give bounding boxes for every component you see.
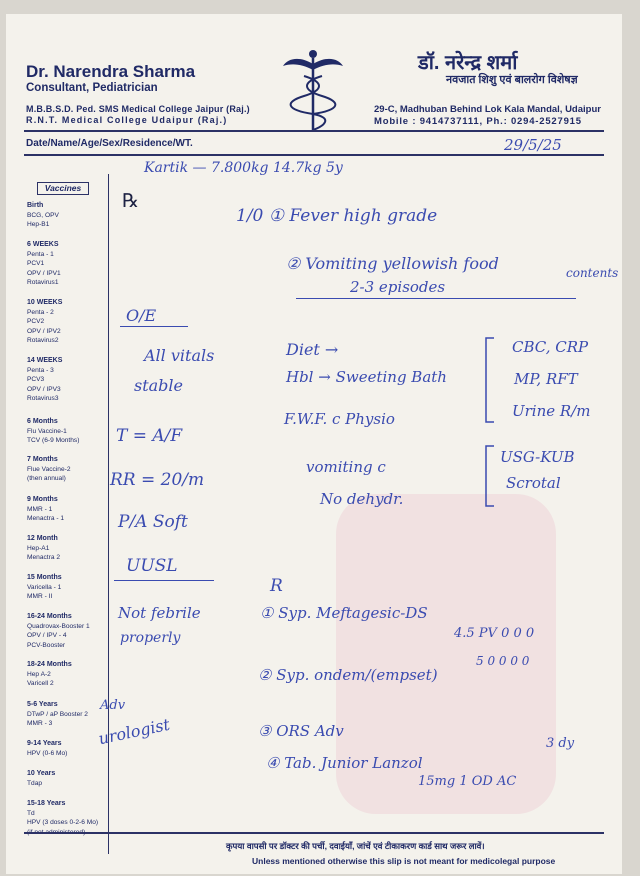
uwsl: UUSL — [126, 556, 178, 576]
vaccine-group: 16-24 Months Quadrovax-Booster 1 OPV / IPV - 4 PCV-Booster — [27, 613, 90, 649]
footer-note: Unless mentioned otherwise this slip is not meant for medicolegal purpose — [252, 856, 556, 866]
vaccine-group: 12 Month Hep-A1 Menactra 2 — [27, 535, 60, 561]
caduceus-icon — [282, 48, 344, 134]
oe-stable: stable — [134, 376, 184, 395]
vaccine-group: 15-18 Years Td HPV (3 doses 0-2-6 Mo) — [27, 800, 99, 826]
test-mp: MP, RFT — [514, 370, 578, 388]
test-usg: USG-KUB — [500, 448, 575, 466]
rx-symbol: ℞ — [122, 190, 140, 212]
oe-vitals: All vitals — [144, 346, 215, 365]
vaccine-group: Birth BCG, OPV Hep-B1 — [27, 202, 59, 228]
hand-underline — [114, 580, 214, 581]
medicine-4: ④ Tab. Junior Lanzol — [266, 754, 423, 772]
doctor-name: Dr. Narendra Sharma — [26, 62, 196, 81]
vaccine-group: 14 WEEKS Penta - 3 PCV3 OPV / IPV3 Rotavirus3 — [27, 357, 63, 402]
complaint-vomiting: ② Vomiting yellowish food — [286, 254, 499, 273]
hand-underline — [120, 326, 188, 327]
medicine-4-dose: 15mg 1 OD AC — [418, 774, 517, 789]
vaccine-group: 10 WEEKS Penta - 2 PCV2 OPV / IPV2 Rotavirus2 — [27, 299, 63, 344]
visit-date: 29/5/25 — [504, 136, 562, 154]
vaccine-group: 10 Years Tdap — [27, 770, 56, 787]
doctor-role: Consultant, Pediatrician — [26, 82, 158, 94]
respiratory-rate: RR = 20/m — [110, 470, 205, 490]
vaccine-group: 18-24 Months Hep A-2 Varicell 2 — [27, 661, 72, 687]
per-abdomen: P/A Soft — [118, 512, 188, 532]
vaccine-group: 9 Months MMR - 1 Menactra - 1 — [27, 496, 65, 522]
bracket-mark — [484, 336, 496, 508]
footer-divider — [24, 832, 604, 834]
advice-dehydration: No dehydr. — [320, 490, 404, 508]
complaint-fever: 1/0 ① Fever high grade — [236, 206, 438, 226]
clinic-address: 29-C, Madhuban Behind Lok Kala Mandal, Udaipur — [374, 104, 601, 115]
vaccine-group: 15 Months Varicella - 1 MMR - II — [27, 574, 62, 600]
not-febrile: Not febrile — [118, 604, 201, 622]
vaccine-group: 6 WEEKS Penta - 1 PCV1 OPV / IPV1 Rotavirus1 — [27, 241, 61, 286]
vaccine-group: 6 Months Flu Vaccine-1 TCV (6-9 Months) — [27, 418, 80, 444]
doctor-name-hindi: डॉ. नरेन्द्र शर्मा — [418, 52, 518, 74]
test-urine: Urine R/m — [512, 402, 591, 420]
vaccine-group: 5-6 Years DTwP / aP Booster 2 MMR - 3 — [27, 701, 88, 727]
complaint-episodes: 2-3 episodes — [350, 278, 446, 296]
temperature: T = A/F — [116, 426, 183, 446]
complaint-contents: contents — [566, 266, 619, 280]
advice-bath: Hbl → Sweeting Bath — [286, 368, 447, 386]
medicine-1: ① Syp. Meftagesic-DS — [260, 604, 428, 622]
degree-line-2: R.N.T. Medical College Udaipur (Raj.) — [26, 115, 228, 125]
patient-line: Kartik — 7.800kg 14.7kg 5y — [144, 160, 343, 176]
medicine-3: ③ ORS Adv — [258, 722, 344, 740]
degree-line-1: M.B.B.S.D. Ped. SMS Medical College Jaipur (Raj.) — [26, 104, 250, 114]
details-divider — [24, 154, 604, 156]
refer-urologist: urologist — [96, 714, 172, 749]
rx-mark: R — [270, 576, 283, 596]
not-febrile-2: properly — [120, 630, 181, 646]
medicine-2: ② Syp. ondem/(empset) — [258, 666, 438, 684]
doctor-role-hindi: नवजात शिशु एवं बालरोग विशेषज्ञ — [446, 74, 578, 86]
vaccine-group: 7 Months Flue Vaccine-2 (then annual) — [27, 456, 71, 482]
vaccine-group: 9-14 Years HPV (0-6 Mo) — [27, 740, 68, 757]
header-divider — [24, 130, 604, 132]
footer-hindi-note: कृपया वापसी पर डॉक्टर की पर्ची, दवाईयाँ, जांचें एवं टीकाकरण कार्ड साथ जरूर लावें। — [226, 841, 485, 851]
medicine-2-dose: 5 0 0 0 0 — [476, 654, 530, 668]
refer-advice: Adv — [100, 698, 126, 713]
contact-numbers: Mobile : 9414737111, Ph.: 0294-2527915 — [374, 116, 582, 127]
test-scrotal: Scrotal — [506, 474, 561, 492]
advice-diet: Diet → — [286, 340, 339, 359]
advice-fluids: F.W.F. c Physio — [284, 410, 395, 428]
test-cbc: CBC, CRP — [512, 338, 589, 356]
vaccines-title: Vaccines — [37, 182, 89, 195]
prescription-sheet — [6, 14, 622, 874]
patient-details-label: Date/Name/Age/Sex/Residence/WT. — [26, 138, 193, 149]
oe-label: O/E — [126, 306, 157, 325]
advice-vomiting: vomiting c — [306, 458, 386, 476]
medicine-4-days: 3 dy — [546, 736, 575, 751]
medicine-1-dose: 4.5 PV 0 0 0 — [454, 626, 535, 641]
hand-underline — [296, 298, 576, 299]
